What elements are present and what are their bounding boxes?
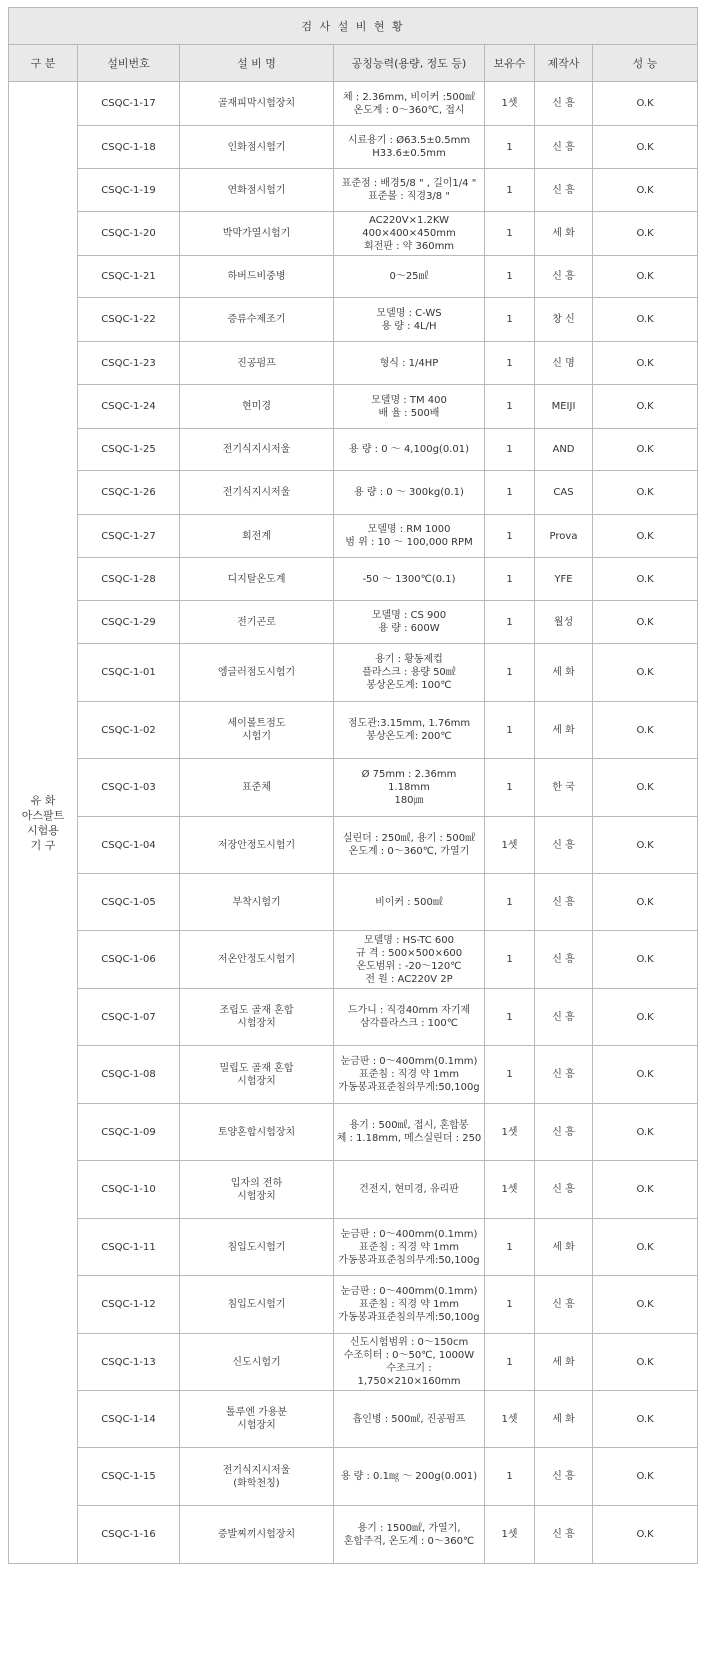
equipment-name-cell: 진공펌프: [180, 342, 334, 385]
table-row: [9, 1334, 698, 1391]
table-row: [9, 1161, 698, 1219]
equipment-number-cell: CSQC-1-15: [78, 1448, 180, 1506]
capacity-cell: AC220V×1.2KW 400×400×450mm 회전판 : 약 360mm: [334, 212, 485, 256]
table-row: [9, 1219, 698, 1276]
performance-cell: O.K: [593, 471, 698, 515]
equipment-status-table: [8, 7, 698, 1564]
performance-cell: O.K: [593, 874, 698, 931]
equipment-status-table-wrapper: [8, 7, 697, 1564]
equipment-name-cell: 증류수제조기: [180, 298, 334, 342]
table-row: [9, 429, 698, 471]
table-row: [9, 601, 698, 644]
count-cell: 1: [485, 298, 535, 342]
performance-cell: O.K: [593, 256, 698, 298]
equipment-name-cell: 회전계: [180, 515, 334, 558]
capacity-cell: 눈금판 : 0～400mm(0.1mm) 표준침 : 직경 약 1mm 가동봉과표준침의무게:50,100g: [334, 1219, 485, 1276]
equipment-number-cell: CSQC-1-18: [78, 126, 180, 169]
table-row: [9, 874, 698, 931]
equipment-name-cell: 전기곤로: [180, 601, 334, 644]
manufacturer-cell: 신 흥: [535, 874, 593, 931]
count-cell: 1: [485, 256, 535, 298]
manufacturer-cell: 신 흥: [535, 1276, 593, 1334]
equipment-name-cell: 톨루엔 가용분 시험장치: [180, 1391, 334, 1448]
table-row: [9, 169, 698, 212]
capacity-cell: 모델명 : CS 900 용 량 : 600W: [334, 601, 485, 644]
header-equipment-number: 설비번호: [78, 45, 180, 82]
equipment-number-cell: CSQC-1-03: [78, 759, 180, 817]
equipment-name-cell: 하버드비중병: [180, 256, 334, 298]
equipment-number-cell: CSQC-1-08: [78, 1046, 180, 1104]
capacity-cell: 흡인병 : 500㎖, 진공펌프: [334, 1391, 485, 1448]
header-count: 보유수: [485, 45, 535, 82]
capacity-cell: 눈금판 : 0～400mm(0.1mm) 표준침 : 직경 약 1mm 가동봉과표준침의무게:50,100g: [334, 1276, 485, 1334]
equipment-number-cell: CSQC-1-12: [78, 1276, 180, 1334]
equipment-name-cell: 증발찌끼시험장치: [180, 1506, 334, 1564]
performance-cell: O.K: [593, 1448, 698, 1506]
equipment-name-cell: 골재피막시험장치: [180, 82, 334, 126]
manufacturer-cell: 세 화: [535, 1391, 593, 1448]
equipment-number-cell: CSQC-1-06: [78, 931, 180, 989]
header-capacity: 공칭능력(용량, 정도 등): [334, 45, 485, 82]
header-manufacturer: 제작사: [535, 45, 593, 82]
count-cell: 1: [485, 558, 535, 601]
count-cell: 1셋: [485, 1506, 535, 1564]
manufacturer-cell: 신 흥: [535, 1046, 593, 1104]
capacity-cell: 모델명 : C-WS 용 량 : 4L/H: [334, 298, 485, 342]
count-cell: 1: [485, 385, 535, 429]
count-cell: 1셋: [485, 82, 535, 126]
manufacturer-cell: 신 흥: [535, 931, 593, 989]
count-cell: 1: [485, 1276, 535, 1334]
performance-cell: O.K: [593, 212, 698, 256]
count-cell: 1: [485, 212, 535, 256]
count-cell: 1셋: [485, 817, 535, 874]
capacity-cell: 모델명 : RM 1000 범 위 : 10 ～ 100,000 RPM: [334, 515, 485, 558]
equipment-number-cell: CSQC-1-09: [78, 1104, 180, 1161]
equipment-number-cell: CSQC-1-29: [78, 601, 180, 644]
header-category: 구 분: [9, 45, 78, 82]
manufacturer-cell: Prova: [535, 515, 593, 558]
equipment-name-cell: 박막가열시험기: [180, 212, 334, 256]
capacity-cell: 표준점 : 배경5/8 " , 길이1/4 " 표준볼 : 직경3/8 ": [334, 169, 485, 212]
capacity-cell: 실린더 : 250㎖, 용기 : 500㎖ 온도계 : 0～360℃, 가열기: [334, 817, 485, 874]
equipment-number-cell: CSQC-1-02: [78, 702, 180, 759]
equipment-name-cell: 토양혼합시험장치: [180, 1104, 334, 1161]
performance-cell: O.K: [593, 702, 698, 759]
equipment-number-cell: CSQC-1-26: [78, 471, 180, 515]
manufacturer-cell: 신 흥: [535, 256, 593, 298]
equipment-name-cell: 전기식지시저울 (화학천칭): [180, 1448, 334, 1506]
equipment-name-cell: 디지탈온도계: [180, 558, 334, 601]
table-row: [9, 931, 698, 989]
equipment-number-cell: CSQC-1-28: [78, 558, 180, 601]
performance-cell: O.K: [593, 1161, 698, 1219]
performance-cell: O.K: [593, 931, 698, 989]
equipment-number-cell: CSQC-1-11: [78, 1219, 180, 1276]
count-cell: 1: [485, 1219, 535, 1276]
manufacturer-cell: 한 국: [535, 759, 593, 817]
table-row: [9, 558, 698, 601]
capacity-cell: -50 ～ 1300℃(0.1): [334, 558, 485, 601]
performance-cell: O.K: [593, 126, 698, 169]
table-row: [9, 702, 698, 759]
table-row: [9, 385, 698, 429]
count-cell: 1셋: [485, 1161, 535, 1219]
count-cell: 1: [485, 126, 535, 169]
equipment-number-cell: CSQC-1-21: [78, 256, 180, 298]
performance-cell: O.K: [593, 342, 698, 385]
table-row: [9, 515, 698, 558]
performance-cell: O.K: [593, 558, 698, 601]
count-cell: 1: [485, 1448, 535, 1506]
table-title: 검 사 설 비 현 황: [9, 8, 698, 45]
manufacturer-cell: 신 흥: [535, 817, 593, 874]
count-cell: 1: [485, 931, 535, 989]
performance-cell: O.K: [593, 429, 698, 471]
capacity-cell: 눈금판 : 0～400mm(0.1mm) 표준침 : 직경 약 1mm 가동봉과표준침의무게:50,100g: [334, 1046, 485, 1104]
equipment-number-cell: CSQC-1-14: [78, 1391, 180, 1448]
table-row: [9, 989, 698, 1046]
manufacturer-cell: YFE: [535, 558, 593, 601]
table-row: [9, 82, 698, 126]
capacity-cell: 드가니 : 직경40mm 자기제 삼각플라스크 : 100℃: [334, 989, 485, 1046]
manufacturer-cell: 신 흥: [535, 1161, 593, 1219]
table-row: [9, 817, 698, 874]
equipment-number-cell: CSQC-1-22: [78, 298, 180, 342]
manufacturer-cell: CAS: [535, 471, 593, 515]
count-cell: 1: [485, 429, 535, 471]
capacity-cell: 용 량 : 0 ～ 300kg(0.1): [334, 471, 485, 515]
performance-cell: O.K: [593, 1391, 698, 1448]
equipment-number-cell: CSQC-1-10: [78, 1161, 180, 1219]
capacity-cell: 용기 : 황동제컵 플라스크 : 용량 50㎖ 봉상온도계: 100℃: [334, 644, 485, 702]
table-row: [9, 298, 698, 342]
capacity-cell: 체 : 2.36mm, 비이커 :500㎖ 온도계 : 0～360℃, 접시: [334, 82, 485, 126]
count-cell: 1셋: [485, 1391, 535, 1448]
performance-cell: O.K: [593, 1276, 698, 1334]
equipment-number-cell: CSQC-1-23: [78, 342, 180, 385]
manufacturer-cell: MEIJI: [535, 385, 593, 429]
capacity-cell: 모델명 : TM 400 배 율 : 500배: [334, 385, 485, 429]
performance-cell: O.K: [593, 644, 698, 702]
count-cell: 1: [485, 1334, 535, 1391]
header-row: [9, 45, 698, 82]
manufacturer-cell: 신 흥: [535, 1448, 593, 1506]
table-row: [9, 1448, 698, 1506]
count-cell: 1: [485, 1046, 535, 1104]
equipment-name-cell: 밀립도 골재 혼합 시험장치: [180, 1046, 334, 1104]
equipment-number-cell: CSQC-1-16: [78, 1506, 180, 1564]
equipment-number-cell: CSQC-1-24: [78, 385, 180, 429]
capacity-cell: 신도시험범위 : 0～150cm 수조히터 : 0～50℃, 1000W 수조크기 : 1,750×210×160mm: [334, 1334, 485, 1391]
performance-cell: O.K: [593, 759, 698, 817]
table-row: [9, 212, 698, 256]
table-row: [9, 1046, 698, 1104]
table-row: [9, 256, 698, 298]
capacity-cell: 비이커 : 500㎖: [334, 874, 485, 931]
count-cell: 1: [485, 169, 535, 212]
manufacturer-cell: 창 신: [535, 298, 593, 342]
count-cell: 1: [485, 702, 535, 759]
equipment-number-cell: CSQC-1-13: [78, 1334, 180, 1391]
performance-cell: O.K: [593, 82, 698, 126]
category-cell: 유 화 아스팔트 시험용 기 구: [9, 82, 78, 1564]
performance-cell: O.K: [593, 1219, 698, 1276]
equipment-name-cell: 침입도시험기: [180, 1219, 334, 1276]
manufacturer-cell: AND: [535, 429, 593, 471]
table-row: [9, 1391, 698, 1448]
equipment-name-cell: 세이볼트점도 시험기: [180, 702, 334, 759]
capacity-cell: 용기 : 1500㎖, 가열기, 혼합주걱, 온도계 : 0～360℃: [334, 1506, 485, 1564]
equipment-name-cell: 부착시험기: [180, 874, 334, 931]
performance-cell: O.K: [593, 817, 698, 874]
performance-cell: O.K: [593, 1104, 698, 1161]
equipment-name-cell: 전기식지시저울: [180, 471, 334, 515]
table-row: [9, 644, 698, 702]
equipment-name-cell: 인화점시험기: [180, 126, 334, 169]
capacity-cell: 모델명 : HS-TC 600 규 격 : 500×500×600 온도범위 : -20～120℃ 전 원 : AC220V 2P: [334, 931, 485, 989]
equipment-name-cell: 연화점시험기: [180, 169, 334, 212]
manufacturer-cell: 신 흥: [535, 1104, 593, 1161]
capacity-cell: 0～25㎖: [334, 256, 485, 298]
capacity-cell: 형식 : 1/4HP: [334, 342, 485, 385]
capacity-cell: 용 량 : 0 ～ 4,100g(0.01): [334, 429, 485, 471]
equipment-number-cell: CSQC-1-19: [78, 169, 180, 212]
equipment-number-cell: CSQC-1-25: [78, 429, 180, 471]
manufacturer-cell: 신 흥: [535, 989, 593, 1046]
count-cell: 1: [485, 515, 535, 558]
equipment-name-cell: 신도시험기: [180, 1334, 334, 1391]
manufacturer-cell: 세 화: [535, 212, 593, 256]
table-row: [9, 126, 698, 169]
table-row: [9, 759, 698, 817]
table-row: [9, 342, 698, 385]
manufacturer-cell: 세 화: [535, 1219, 593, 1276]
table-row: [9, 1276, 698, 1334]
capacity-cell: 점도관:3.15mm, 1.76mm 봉상온도계: 200℃: [334, 702, 485, 759]
equipment-name-cell: 조립도 골재 혼합 시험장치: [180, 989, 334, 1046]
manufacturer-cell: 월성: [535, 601, 593, 644]
performance-cell: O.K: [593, 1046, 698, 1104]
capacity-cell: 시료용기 : Ø63.5±0.5mm H33.6±0.5mm: [334, 126, 485, 169]
equipment-number-cell: CSQC-1-07: [78, 989, 180, 1046]
performance-cell: O.K: [593, 169, 698, 212]
equipment-number-cell: CSQC-1-05: [78, 874, 180, 931]
capacity-cell: 용기 : 500㎖, 접시, 혼합봉 체 : 1.18mm, 메스실린더 : 250: [334, 1104, 485, 1161]
equipment-number-cell: CSQC-1-27: [78, 515, 180, 558]
performance-cell: O.K: [593, 515, 698, 558]
count-cell: 1: [485, 759, 535, 817]
manufacturer-cell: 세 화: [535, 644, 593, 702]
table-row: [9, 1104, 698, 1161]
equipment-number-cell: CSQC-1-04: [78, 817, 180, 874]
count-cell: 1: [485, 989, 535, 1046]
equipment-name-cell: 현미경: [180, 385, 334, 429]
performance-cell: O.K: [593, 989, 698, 1046]
performance-cell: O.K: [593, 1334, 698, 1391]
table-row: [9, 471, 698, 515]
count-cell: 1: [485, 644, 535, 702]
manufacturer-cell: 신 흥: [535, 1506, 593, 1564]
equipment-number-cell: CSQC-1-17: [78, 82, 180, 126]
manufacturer-cell: 신 흥: [535, 169, 593, 212]
performance-cell: O.K: [593, 298, 698, 342]
header-equipment-name: 설 비 명: [180, 45, 334, 82]
manufacturer-cell: 신 흥: [535, 126, 593, 169]
count-cell: 1: [485, 471, 535, 515]
capacity-cell: 건전지, 현미경, 유리판: [334, 1161, 485, 1219]
capacity-cell: 용 량 : 0.1㎎ ～ 200g(0.001): [334, 1448, 485, 1506]
performance-cell: O.K: [593, 385, 698, 429]
count-cell: 1: [485, 874, 535, 931]
table-row: [9, 1506, 698, 1564]
equipment-name-cell: 저장안정도시험기: [180, 817, 334, 874]
capacity-cell: Ø 75mm : 2.36mm 1.18mm 180㎛: [334, 759, 485, 817]
equipment-name-cell: 표준체: [180, 759, 334, 817]
manufacturer-cell: 신 흥: [535, 82, 593, 126]
performance-cell: O.K: [593, 1506, 698, 1564]
equipment-name-cell: 전기식지시저울: [180, 429, 334, 471]
equipment-name-cell: 저온안정도시험기: [180, 931, 334, 989]
manufacturer-cell: 세 화: [535, 702, 593, 759]
title-row: [9, 8, 698, 45]
equipment-name-cell: 엥글러점도시험기: [180, 644, 334, 702]
count-cell: 1셋: [485, 1104, 535, 1161]
performance-cell: O.K: [593, 601, 698, 644]
equipment-name-cell: 침입도시험기: [180, 1276, 334, 1334]
count-cell: 1: [485, 601, 535, 644]
equipment-number-cell: CSQC-1-20: [78, 212, 180, 256]
header-performance: 성 능: [593, 45, 698, 82]
equipment-number-cell: CSQC-1-01: [78, 644, 180, 702]
count-cell: 1: [485, 342, 535, 385]
manufacturer-cell: 세 화: [535, 1334, 593, 1391]
manufacturer-cell: 신 명: [535, 342, 593, 385]
equipment-name-cell: 입자의 전하 시험장치: [180, 1161, 334, 1219]
